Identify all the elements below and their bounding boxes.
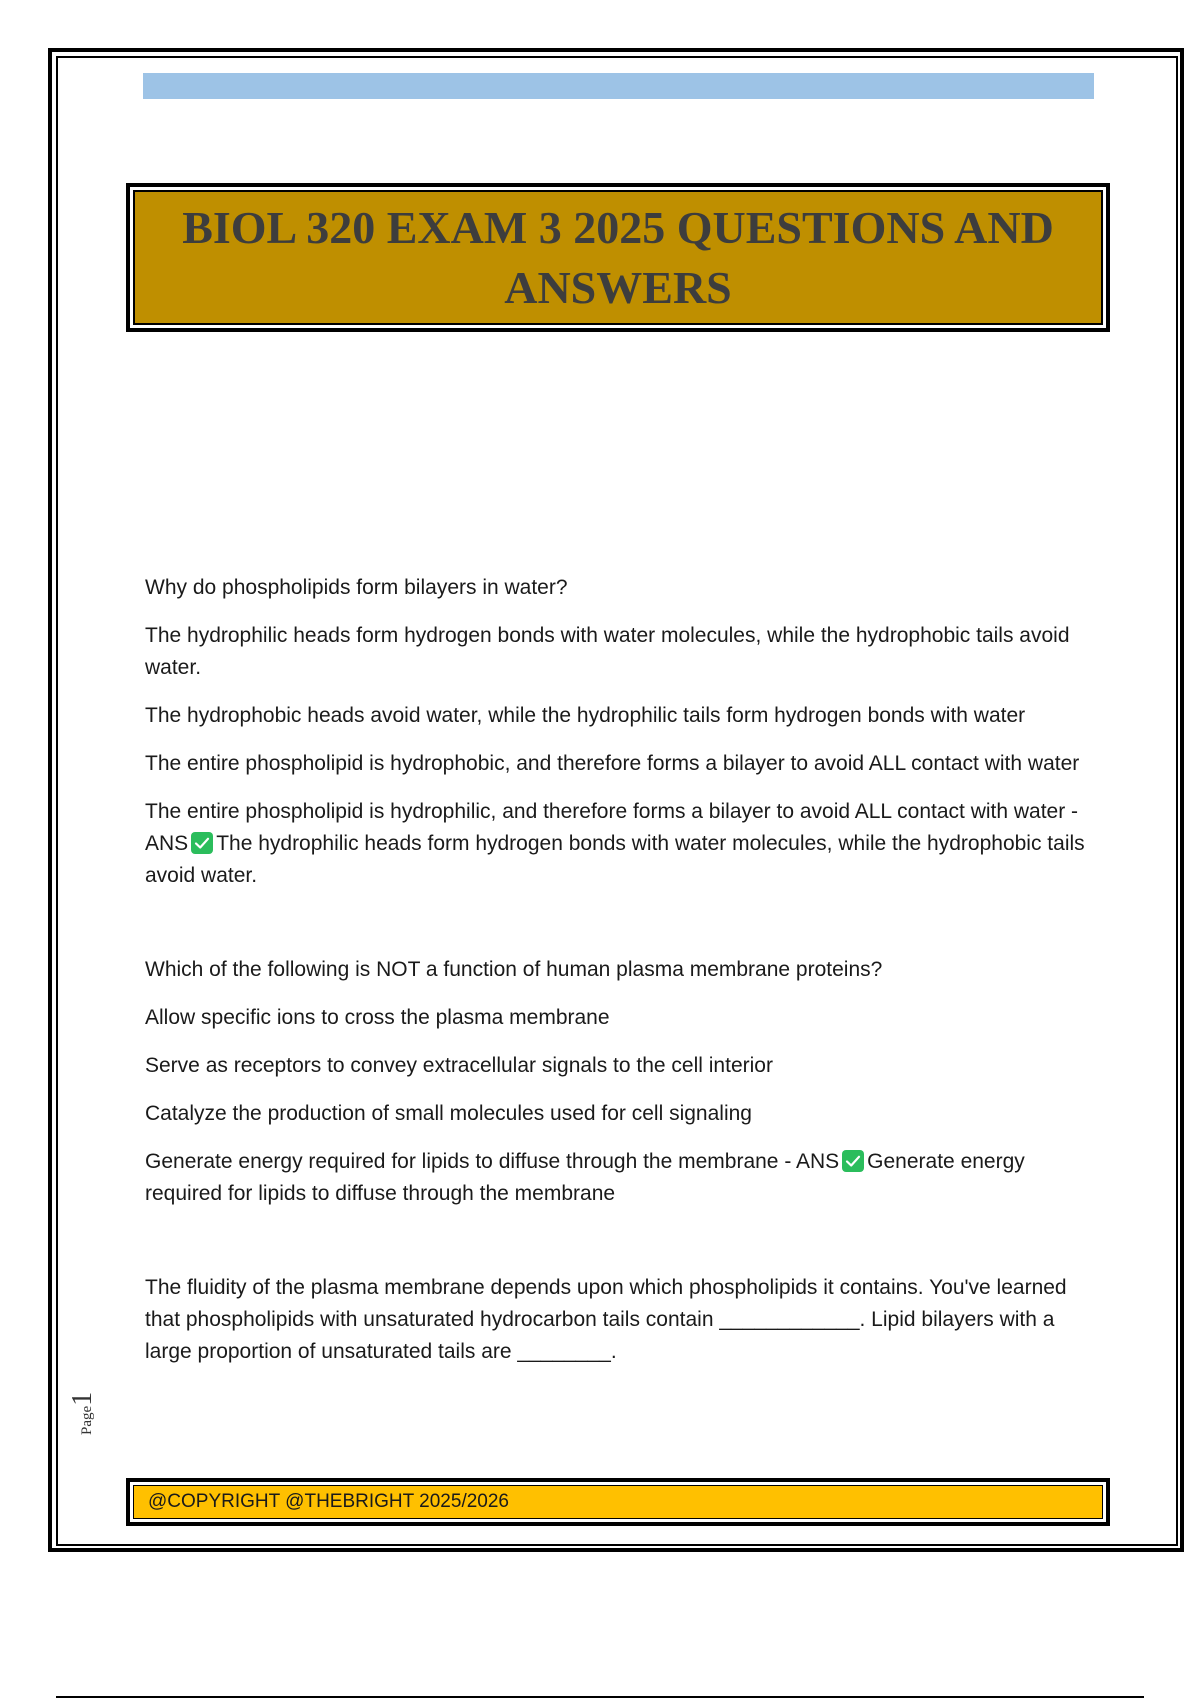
- option-text: Serve as receptors to convey extracellular signals to the cell interior: [145, 1054, 773, 1077]
- option-text: The entire phospholipid is hydrophobic, and therefore forms a bilayer to avoid ALL contact with water: [145, 752, 1080, 775]
- question-text: Which of the following is NOT a function of human plasma membrane proteins?: [145, 958, 883, 981]
- question-text: Why do phospholipids form bilayers in water?: [145, 576, 568, 599]
- footer-box-inner: [133, 1485, 1103, 1519]
- option-with-answer: [145, 796, 1095, 892]
- document-title: BIOL 320 EXAM 3 2025 QUESTIONS AND ANSWERS: [182, 201, 1054, 313]
- check-mark-icon: [191, 832, 213, 854]
- title-box: [126, 183, 1110, 332]
- question-block-1: [145, 572, 1095, 892]
- answer-text: Generate energy required for lipids to diffuse through the membrane: [145, 1150, 1025, 1205]
- option-text: Catalyze the production of small molecules used for cell signaling: [145, 1102, 752, 1125]
- question-block-3: [145, 1272, 1095, 1368]
- answer-text: The hydrophilic heads form hydrogen bonds with water molecules, while the hydrophobic tails avoid water.: [145, 832, 1085, 887]
- footer-box: [126, 1478, 1110, 1526]
- page-number: [67, 1365, 107, 1435]
- page-label: Page: [79, 1405, 95, 1435]
- option-text: The hydrophilic heads form hydrogen bonds with water molecules, while the hydrophobic tails avoid water.: [145, 624, 1070, 679]
- copyright-text: @COPYRIGHT @THEBRIGHT 2025/2026: [148, 1491, 509, 1512]
- option-text: The hydrophobic heads avoid water, while the hydrophilic tails form hydrogen bonds with water: [145, 704, 1026, 727]
- option-with-answer: [145, 1146, 1095, 1210]
- option-text: Allow specific ions to cross the plasma membrane: [145, 1006, 610, 1029]
- question-block-2: [145, 954, 1095, 1210]
- questions-content: [145, 572, 1095, 1384]
- question-text: The fluidity of the plasma membrane depends upon which phospholipids it contains. You've learned that phospholipids with unsaturated hydrocarbon tails contain ____________. Lipid bilayers with a large proportion of unsaturated tails are ________.: [145, 1276, 1067, 1363]
- option-text: Generate energy required for lipids to diffuse through the membrane - ANS: [145, 1150, 840, 1173]
- page-number-value: 1: [67, 1391, 98, 1406]
- bottom-divider: [56, 1696, 1144, 1698]
- header-color-bar: [143, 73, 1094, 99]
- check-mark-icon: [842, 1150, 864, 1172]
- title-box-inner: [133, 190, 1103, 325]
- option-text: The entire phospholipid is hydrophilic, and therefore forms a bilayer to avoid ALL contact with water - ANS: [145, 800, 1079, 855]
